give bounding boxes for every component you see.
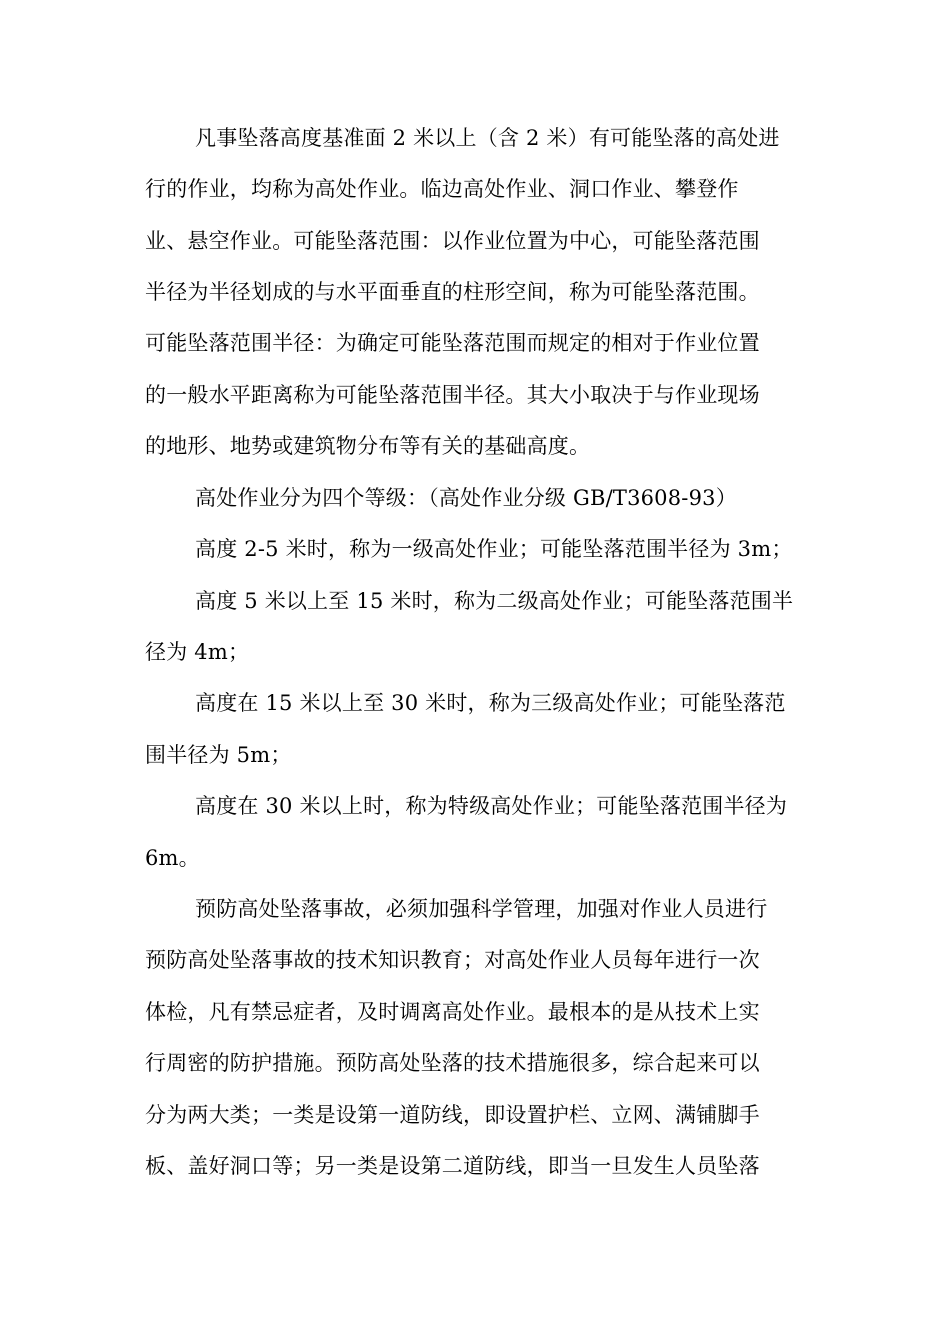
paragraph-line: 业、悬空作业。可能坠落范围：以作业位置为中心，可能坠落范围 xyxy=(145,229,760,253)
paragraph-line: 的地形、地势或建筑物分布等有关的基础高度。 xyxy=(145,434,591,458)
paragraph-line: 可能坠落范围半径：为确定可能坠落范围而规定的相对于作业位置 xyxy=(145,331,760,355)
paragraph-line: 高度在 15 米以上至 30 米时，称为三级高处作业；可能坠落范 xyxy=(195,691,786,715)
paragraph-line: 6m。 xyxy=(145,846,200,870)
paragraph-line: 的一般水平距离称为可能坠落范围半径。其大小取决于与作业现场 xyxy=(145,383,760,407)
paragraph-line: 行周密的防护措施。预防高处坠落的技术措施很多，综合起来可以 xyxy=(145,1051,760,1075)
paragraph-line: 行的作业，均称为高处作业。临边高处作业、洞口作业、攀登作 xyxy=(145,177,739,201)
paragraph-line: 高度 2-5 米时，称为一级高处作业；可能坠落范围半径为 3m； xyxy=(195,537,793,561)
paragraph-line: 预防高处坠落事故的技术知识教育；对高处作业人员每年进行一次 xyxy=(145,948,760,972)
paragraph-line: 径为 4m； xyxy=(145,640,250,664)
paragraph-line: 板、盖好洞口等；另一类是设第二道防线，即当一旦发生人员坠落 xyxy=(145,1154,760,1178)
paragraph-line: 分为两大类；一类是设第一道防线，即设置护栏、立网、满铺脚手 xyxy=(145,1103,760,1127)
paragraph-line: 半径为半径划成的与水平面垂直的柱形空间，称为可能坠落范围。 xyxy=(145,280,760,304)
paragraph-line: 预防高处坠落事故，必须加强科学管理，加强对作业人员进行 xyxy=(195,897,768,921)
paragraph-line: 高度 5 米以上至 15 米时，称为二级高处作业；可能坠落范围半 xyxy=(195,589,794,613)
paragraph-line: 高度在 30 米以上时，称为特级高处作业；可能坠落范围半径为 xyxy=(195,794,788,818)
paragraph-line: 体检，凡有禁忌症者，及时调离高处作业。最根本的是从技术上实 xyxy=(145,1000,760,1024)
paragraph-line: 凡事坠落高度基准面 2 米以上（含 2 米）有可能坠落的高处进 xyxy=(195,126,780,150)
paragraph-line: 高处作业分为四个等级：（高处作业分级 GB/T3608-93） xyxy=(195,486,737,510)
paragraph-line: 围半径为 5m； xyxy=(145,743,292,767)
